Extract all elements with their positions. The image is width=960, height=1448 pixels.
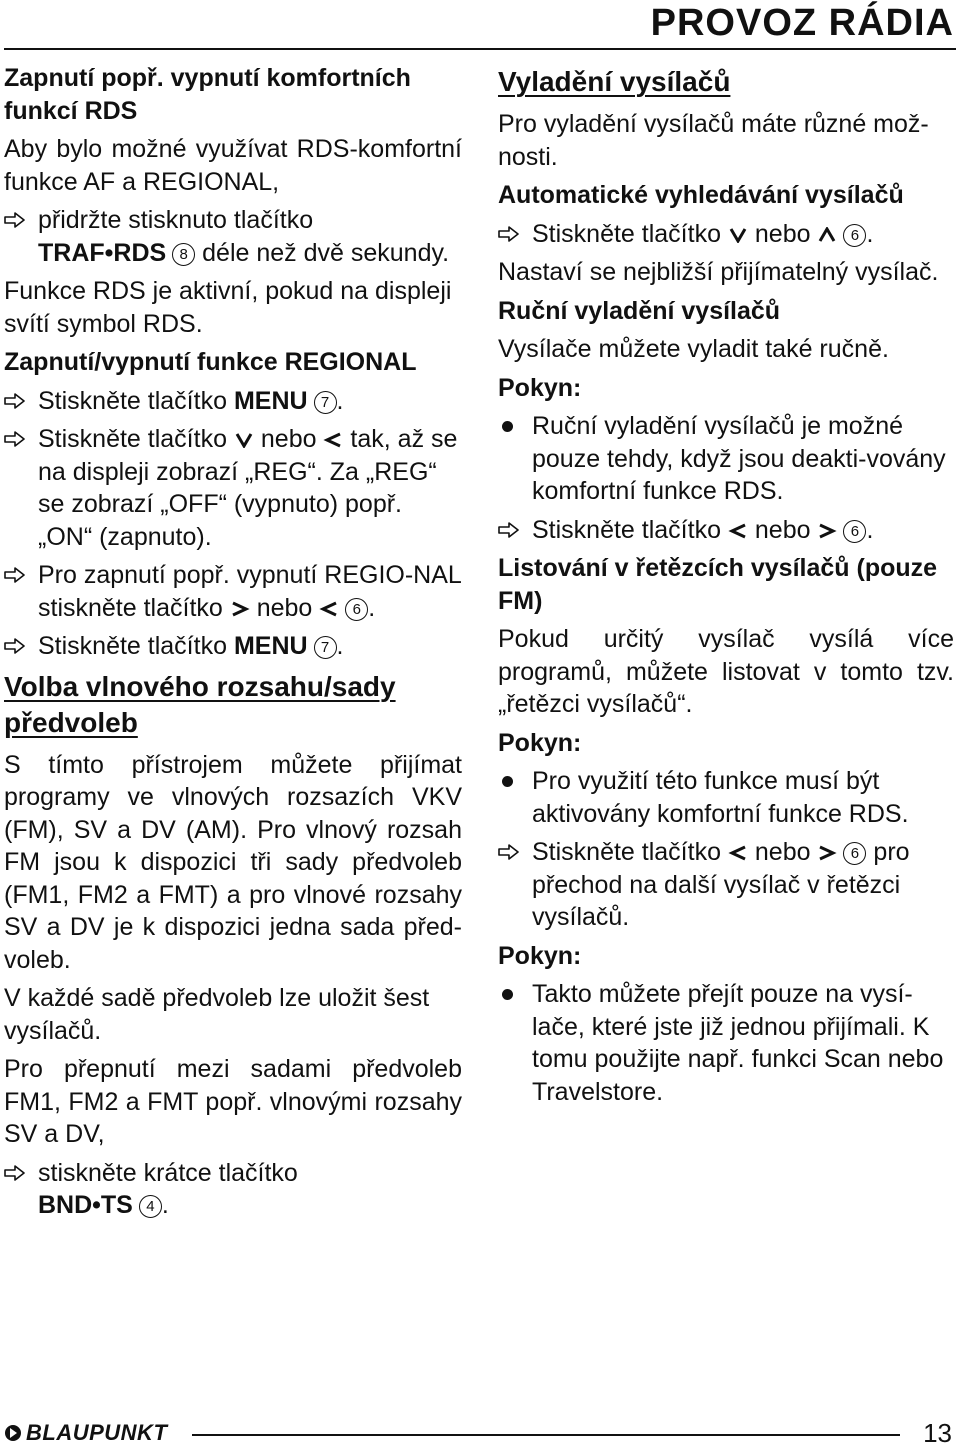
- key-menu: MENU: [233, 386, 308, 415]
- blaupunkt-logo-icon: [4, 1424, 22, 1442]
- paragraph-tuning-options: Pro vyladění vysílačů máte různé mož-nosti.: [498, 110, 929, 171]
- bullet-text: Takto můžete přejít pouze na vysí-lače, které jste již jednou přijímali. K tomu použijte např. funkci Scan nebo Travelstore.: [532, 980, 944, 1106]
- note-label: Pokyn:: [498, 373, 582, 402]
- left-column: [4, 62, 462, 1228]
- chevron-down-icon: [728, 227, 748, 243]
- key-number-badge: 6: [345, 598, 368, 621]
- paragraph-rds-intro: Aby bylo možné využívat RDS-komfortní funkce AF a REGIONAL,: [4, 135, 462, 196]
- step-press-menu-again: Stiskněte tlačítko MENU 7 .: [4, 630, 462, 663]
- brand-logo: [4, 1418, 167, 1448]
- step-text: pro přechod na další vysílač v řetězci vysílačů.: [532, 838, 910, 931]
- key-number-badge: 4: [139, 1195, 162, 1218]
- paragraph-six-stations: V každé sadě předvoleb lze uložit šest vysílačů.: [4, 984, 430, 1045]
- bullet-text: Ruční vyladění vysílačů je možné pouze tehdy, když jsou deakti-vovány komfortní funkce RDS.: [532, 412, 946, 505]
- key-traf-rds: TRAF•RDS: [38, 238, 167, 267]
- key-number-badge: 7: [314, 391, 337, 414]
- note-label: Pokyn:: [498, 941, 582, 970]
- hollow-arrow-icon: [498, 226, 520, 242]
- paragraph-rds-active: Funkce RDS je aktivní, pokud na displeji svítí symbol RDS.: [4, 277, 452, 338]
- right-column: [498, 62, 954, 1114]
- chevron-left-icon: [319, 601, 339, 617]
- key-number-badge: 6: [843, 520, 866, 543]
- paragraph-bands: S tímto přístrojem můžete přijímat programy ve vlnových rozsazích VKV (FM), SV a DV (AM). Pro vlnový rozsah FM jsou k dispozici tři sady předvoleb (FM1, FM2 a FMT) a pro vlnové rozsahy SV a DV je k dispozici jedna sada před-voleb.: [4, 750, 462, 974]
- section-heading-band-presets: Volba vlnového rozsahu/sady předvoleb: [4, 670, 396, 738]
- step-text: Pro zapnutí popř. vypnutí REGIO-NAL stiskněte tlačítko: [38, 561, 461, 622]
- bullet-rds-required: [498, 765, 954, 830]
- step-text: nebo: [256, 593, 313, 622]
- chevron-left-icon: [728, 523, 748, 539]
- footer-rule: [192, 1434, 900, 1436]
- hollow-arrow-icon: [4, 1165, 26, 1181]
- note-label: Pokyn:: [498, 728, 582, 757]
- hollow-arrow-icon: [4, 431, 26, 447]
- chevron-right-icon: [230, 601, 250, 617]
- step-press-menu: Stiskněte tlačítko MENU 7 .: [4, 385, 462, 418]
- bullet-dot-icon: [502, 421, 513, 432]
- bullet-text: Pro využití této funkce musí být aktivovány komfortní funkce RDS.: [532, 767, 909, 828]
- key-number-badge: 7: [314, 636, 337, 659]
- section-title-rds: Zapnutí popř. vypnutí komfortních funkcí RDS: [4, 64, 411, 125]
- bullet-received-stations: [498, 978, 954, 1108]
- paragraph-nearest-station: Nastaví se nejbližší přijímatelný vysílač.: [498, 258, 939, 286]
- bullet-manual-tuning-note: [498, 410, 954, 508]
- key-number-badge: 6: [843, 224, 866, 247]
- step-toggle-regional: Pro zapnutí popř. vypnutí REGIO-NAL stiskněte tlačítko nebo 6 .: [4, 559, 462, 624]
- section-heading-tuning: Vyladění vysílačů: [498, 66, 731, 97]
- step-text: stiskněte krátce tlačítko: [38, 1158, 298, 1187]
- step-text: Stiskněte tlačítko: [532, 219, 721, 248]
- key-menu: MENU: [233, 632, 308, 660]
- key-number-badge: 6: [843, 842, 866, 865]
- key-number-badge: 8: [172, 243, 195, 266]
- step-text: tak, až se na displeji zobrazí „REG“. Za „REG“ se zobrazí „OFF“ (vypnuto) popř. „ON“ (zapnuto).: [38, 425, 458, 551]
- paragraph-manual-tuning: Vysílače můžete vyladit také ručně.: [498, 335, 889, 363]
- step-select-reg: [4, 423, 462, 553]
- step-text: nebo: [754, 219, 811, 248]
- step-text: přidržte stisknuto tlačítko: [38, 206, 314, 234]
- subsection-title-regional: Zapnutí/vypnutí funkce REGIONAL: [4, 348, 417, 376]
- chevron-right-icon: [817, 523, 837, 539]
- paragraph-switch-presets: Pro přepnutí mezi sadami předvoleb FM1, FM2 a FMT popř. vlnovými rozsahy SV a DV,: [4, 1055, 462, 1148]
- header-rule: [4, 48, 956, 50]
- step-text: Stiskněte tlačítko: [38, 632, 227, 660]
- paragraph-station-chains: Pokud určitý vysílač vysílá více programů, můžete listovat v tomto tzv. „řetězci vysílačů“.: [498, 625, 954, 718]
- subsection-title-auto-search: Automatické vyhledávání vysílačů: [498, 181, 904, 209]
- chevron-right-icon: [817, 845, 837, 861]
- key-bnd-ts: BND•TS: [38, 1191, 133, 1219]
- hollow-arrow-icon: [4, 212, 26, 228]
- brand-name: BLAUPUNKT: [26, 1420, 168, 1445]
- step-manual-tuning: Stiskněte tlačítko nebo 6 .: [498, 514, 954, 547]
- step-auto-search: Stiskněte tlačítko nebo 6 .: [498, 218, 954, 251]
- chevron-up-icon: [817, 227, 837, 243]
- bullet-dot-icon: [502, 989, 513, 1000]
- hollow-arrow-icon: [498, 844, 520, 860]
- hollow-arrow-icon: [4, 393, 26, 409]
- step-text: nebo: [754, 838, 811, 866]
- page-title: PROVOZ RÁDIA: [650, 2, 954, 44]
- subsection-title-manual-tuning: Ruční vyladění vysílačů: [498, 296, 781, 325]
- step-text: Stiskněte tlačítko: [532, 838, 721, 866]
- chevron-left-icon: [323, 432, 343, 448]
- step-text: Stiskněte tlačítko: [38, 425, 227, 453]
- hollow-arrow-icon: [4, 638, 26, 654]
- step-text: Stiskněte tlačítko: [38, 386, 227, 415]
- step-text: nebo: [260, 425, 317, 453]
- step-text: nebo: [754, 515, 811, 544]
- step-next-in-chain: [498, 836, 954, 934]
- page-number: 13: [923, 1418, 952, 1448]
- subsection-title-station-chains: Listování v řetězcích vysílačů (pouze FM): [498, 554, 938, 615]
- step-press-bnd-ts: stiskněte krátce tlačítko BND•TS 4 .: [4, 1157, 462, 1222]
- chevron-down-icon: [234, 432, 254, 448]
- step-text: déle než dvě sekundy.: [202, 238, 450, 267]
- hollow-arrow-icon: [4, 567, 26, 583]
- hollow-arrow-icon: [498, 522, 520, 538]
- step-text: Stiskněte tlačítko: [532, 515, 721, 544]
- chevron-left-icon: [728, 845, 748, 861]
- bullet-dot-icon: [502, 776, 513, 787]
- step-hold-traf-rds: [4, 204, 462, 269]
